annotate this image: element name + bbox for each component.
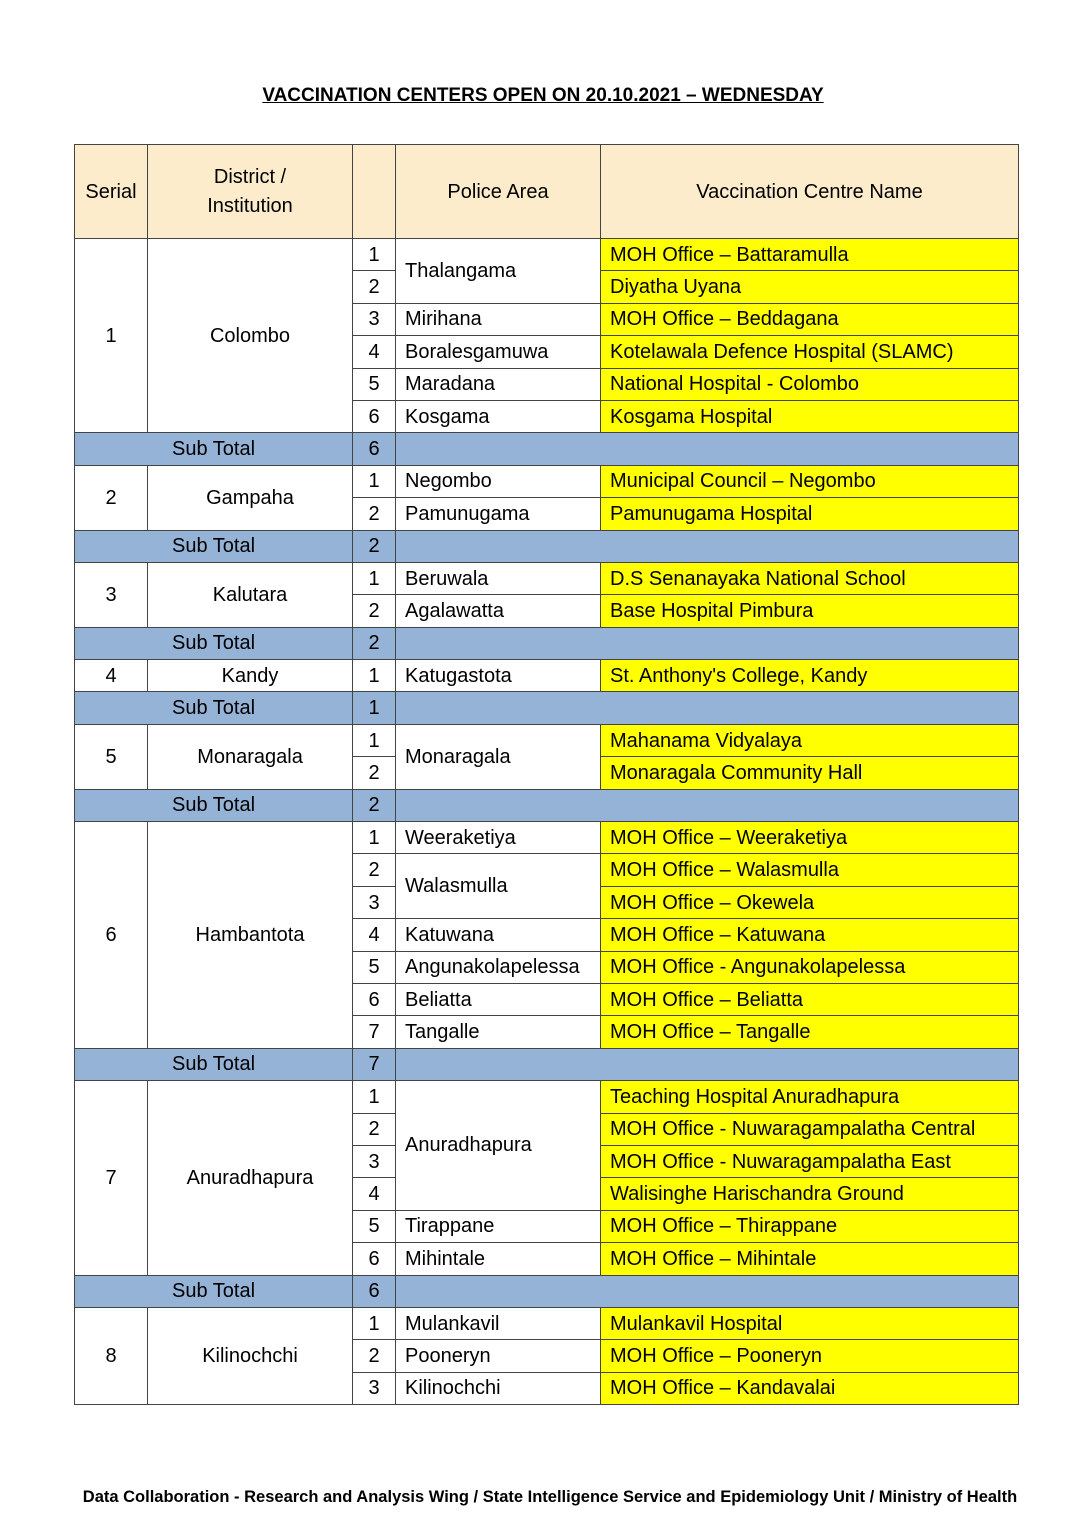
row-number-cell: 2 (353, 271, 396, 303)
row-number-cell: 1 (353, 1307, 396, 1339)
police-area-cell: Walasmulla (396, 854, 601, 919)
subtotal-blank (396, 530, 1019, 562)
row-number-cell: 1 (353, 724, 396, 756)
row-number-cell: 2 (353, 1340, 396, 1372)
centre-name-cell: MOH Office – Weeraketiya (601, 822, 1019, 854)
row-number-cell: 2 (353, 757, 396, 789)
subtotal-row (75, 692, 1019, 724)
subtotal-value: 2 (353, 789, 396, 821)
table-body (75, 239, 1019, 1405)
row-number-cell: 1 (353, 1081, 396, 1113)
serial-cell: 2 (75, 465, 148, 530)
police-area-cell: Katugastota (396, 660, 601, 692)
police-area-cell: Tirappane (396, 1210, 601, 1242)
police-area-cell: Kosgama (396, 400, 601, 432)
row-number-cell: 6 (353, 1243, 396, 1275)
subtotal-label: Sub Total (75, 530, 353, 562)
subtotal-row (75, 433, 1019, 465)
table-row (75, 562, 1019, 594)
header-serial: Serial (75, 145, 148, 239)
centre-name-cell: National Hospital - Colombo (601, 368, 1019, 400)
police-area-cell: Agalawatta (396, 595, 601, 627)
subtotal-blank (396, 433, 1019, 465)
police-area-cell: Tangalle (396, 1016, 601, 1048)
row-number-cell: 2 (353, 595, 396, 627)
row-number-cell: 5 (353, 368, 396, 400)
row-number-cell: 2 (353, 854, 396, 886)
police-area-cell: Angunakolapelessa (396, 951, 601, 983)
row-number-cell: 4 (353, 1178, 396, 1210)
subtotal-row (75, 1048, 1019, 1080)
row-number-cell: 3 (353, 1372, 396, 1404)
vaccination-centers-table (74, 144, 1019, 1405)
row-number-cell: 2 (353, 498, 396, 530)
centre-name-cell: St. Anthony's College, Kandy (601, 660, 1019, 692)
table-header-row (75, 145, 1019, 239)
centre-name-cell: MOH Office – Kandavalai (601, 1372, 1019, 1404)
police-area-cell: Mirihana (396, 303, 601, 335)
centre-name-cell: MOH Office – Beddagana (601, 303, 1019, 335)
row-number-cell: 1 (353, 465, 396, 497)
subtotal-value: 7 (353, 1048, 396, 1080)
subtotal-value: 6 (353, 433, 396, 465)
centre-name-cell: MOH Office - Angunakolapelessa (601, 951, 1019, 983)
header-centre-name: Vaccination Centre Name (601, 145, 1019, 239)
centre-name-cell: MOH Office – Tangalle (601, 1016, 1019, 1048)
subtotal-row (75, 1275, 1019, 1307)
centre-name-cell: MOH Office - Nuwaragampalatha Central (601, 1113, 1019, 1145)
row-number-cell: 5 (353, 951, 396, 983)
table-row (75, 724, 1019, 756)
police-area-cell: Monaragala (396, 724, 601, 789)
subtotal-label: Sub Total (75, 789, 353, 821)
subtotal-blank (396, 692, 1019, 724)
serial-cell: 1 (75, 239, 148, 433)
serial-cell: 7 (75, 1081, 148, 1275)
row-number-cell: 5 (353, 1210, 396, 1242)
row-number-cell: 3 (353, 1145, 396, 1177)
district-cell: Gampaha (148, 465, 353, 530)
serial-cell: 3 (75, 562, 148, 627)
subtotal-row (75, 627, 1019, 659)
row-number-cell: 6 (353, 983, 396, 1015)
centre-name-cell: MOH Office - Nuwaragampalatha East (601, 1145, 1019, 1177)
subtotal-value: 1 (353, 692, 396, 724)
page-title: VACCINATION CENTERS OPEN ON 20.10.2021 – WEDNESDAY (262, 85, 824, 106)
police-area-cell: Pooneryn (396, 1340, 601, 1372)
police-area-cell: Maradana (396, 368, 601, 400)
row-number-cell: 3 (353, 303, 396, 335)
district-cell: Kandy (148, 660, 353, 692)
row-number-cell: 4 (353, 919, 396, 951)
centre-name-cell: MOH Office – Mihintale (601, 1243, 1019, 1275)
centre-name-cell: MOH Office – Okewela (601, 886, 1019, 918)
serial-cell: 6 (75, 822, 148, 1049)
centre-name-cell: MOH Office – Beliatta (601, 983, 1019, 1015)
table-row (75, 660, 1019, 692)
row-number-cell: 1 (353, 239, 396, 271)
subtotal-value: 6 (353, 1275, 396, 1307)
row-number-cell: 1 (353, 822, 396, 854)
subtotal-label: Sub Total (75, 1275, 353, 1307)
subtotal-label: Sub Total (75, 692, 353, 724)
subtotal-row (75, 530, 1019, 562)
footer-credit: Data Collaboration - Research and Analysis Wing / State Intelligence Service and Epidemiology Unit / Ministry of Health (82, 1488, 1018, 1506)
serial-cell: 8 (75, 1307, 148, 1404)
subtotal-row (75, 789, 1019, 821)
police-area-cell: Mihintale (396, 1243, 601, 1275)
row-number-cell: 4 (353, 336, 396, 368)
centre-name-cell: Monaragala Community Hall (601, 757, 1019, 789)
centre-name-cell: Pamunugama Hospital (601, 498, 1019, 530)
police-area-cell: Anuradhapura (396, 1081, 601, 1211)
table-row (75, 1081, 1019, 1113)
police-area-cell: Negombo (396, 465, 601, 497)
subtotal-blank (396, 1048, 1019, 1080)
police-area-cell: Beruwala (396, 562, 601, 594)
subtotal-label: Sub Total (75, 433, 353, 465)
row-number-cell: 2 (353, 1113, 396, 1145)
subtotal-label: Sub Total (75, 627, 353, 659)
centre-name-cell: Base Hospital Pimbura (601, 595, 1019, 627)
district-cell: Anuradhapura (148, 1081, 353, 1275)
police-area-cell: Boralesgamuwa (396, 336, 601, 368)
subtotal-label: Sub Total (75, 1048, 353, 1080)
police-area-cell: Weeraketiya (396, 822, 601, 854)
table-row (75, 465, 1019, 497)
police-area-cell: Mulankavil (396, 1307, 601, 1339)
police-area-cell: Pamunugama (396, 498, 601, 530)
centre-name-cell: Kotelawala Defence Hospital (SLAMC) (601, 336, 1019, 368)
centre-name-cell: Mahanama Vidyalaya (601, 724, 1019, 756)
centre-name-cell: Diyatha Uyana (601, 271, 1019, 303)
centre-name-cell: MOH Office – Walasmulla (601, 854, 1019, 886)
police-area-cell: Katuwana (396, 919, 601, 951)
district-cell: Hambantota (148, 822, 353, 1049)
subtotal-blank (396, 1275, 1019, 1307)
district-cell: Monaragala (148, 724, 353, 789)
centre-name-cell: D.S Senanayaka National School (601, 562, 1019, 594)
centre-name-cell: MOH Office – Katuwana (601, 919, 1019, 951)
district-cell: Kalutara (148, 562, 353, 627)
centre-name-cell: Municipal Council – Negombo (601, 465, 1019, 497)
serial-cell: 5 (75, 724, 148, 789)
police-area-cell: Kilinochchi (396, 1372, 601, 1404)
header-district: District / Institution (148, 145, 353, 239)
table-row (75, 1307, 1019, 1339)
header-number (353, 145, 396, 239)
centre-name-cell: Teaching Hospital Anuradhapura (601, 1081, 1019, 1113)
table-row (75, 239, 1019, 271)
district-cell: Kilinochchi (148, 1307, 353, 1404)
table-row (75, 822, 1019, 854)
centre-name-cell: MOH Office – Battaramulla (601, 239, 1019, 271)
row-number-cell: 7 (353, 1016, 396, 1048)
subtotal-blank (396, 789, 1019, 821)
police-area-cell: Thalangama (396, 239, 601, 304)
subtotal-blank (396, 627, 1019, 659)
row-number-cell: 6 (353, 400, 396, 432)
police-area-cell: Beliatta (396, 983, 601, 1015)
centre-name-cell: Mulankavil Hospital (601, 1307, 1019, 1339)
header-police-area: Police Area (396, 145, 601, 239)
subtotal-value: 2 (353, 627, 396, 659)
subtotal-value: 2 (353, 530, 396, 562)
district-cell: Colombo (148, 239, 353, 433)
centre-name-cell: Kosgama Hospital (601, 400, 1019, 432)
row-number-cell: 1 (353, 660, 396, 692)
serial-cell: 4 (75, 660, 148, 692)
row-number-cell: 3 (353, 886, 396, 918)
row-number-cell: 1 (353, 562, 396, 594)
centre-name-cell: MOH Office – Pooneryn (601, 1340, 1019, 1372)
centre-name-cell: Walisinghe Harischandra Ground (601, 1178, 1019, 1210)
centre-name-cell: MOH Office – Thirappane (601, 1210, 1019, 1242)
